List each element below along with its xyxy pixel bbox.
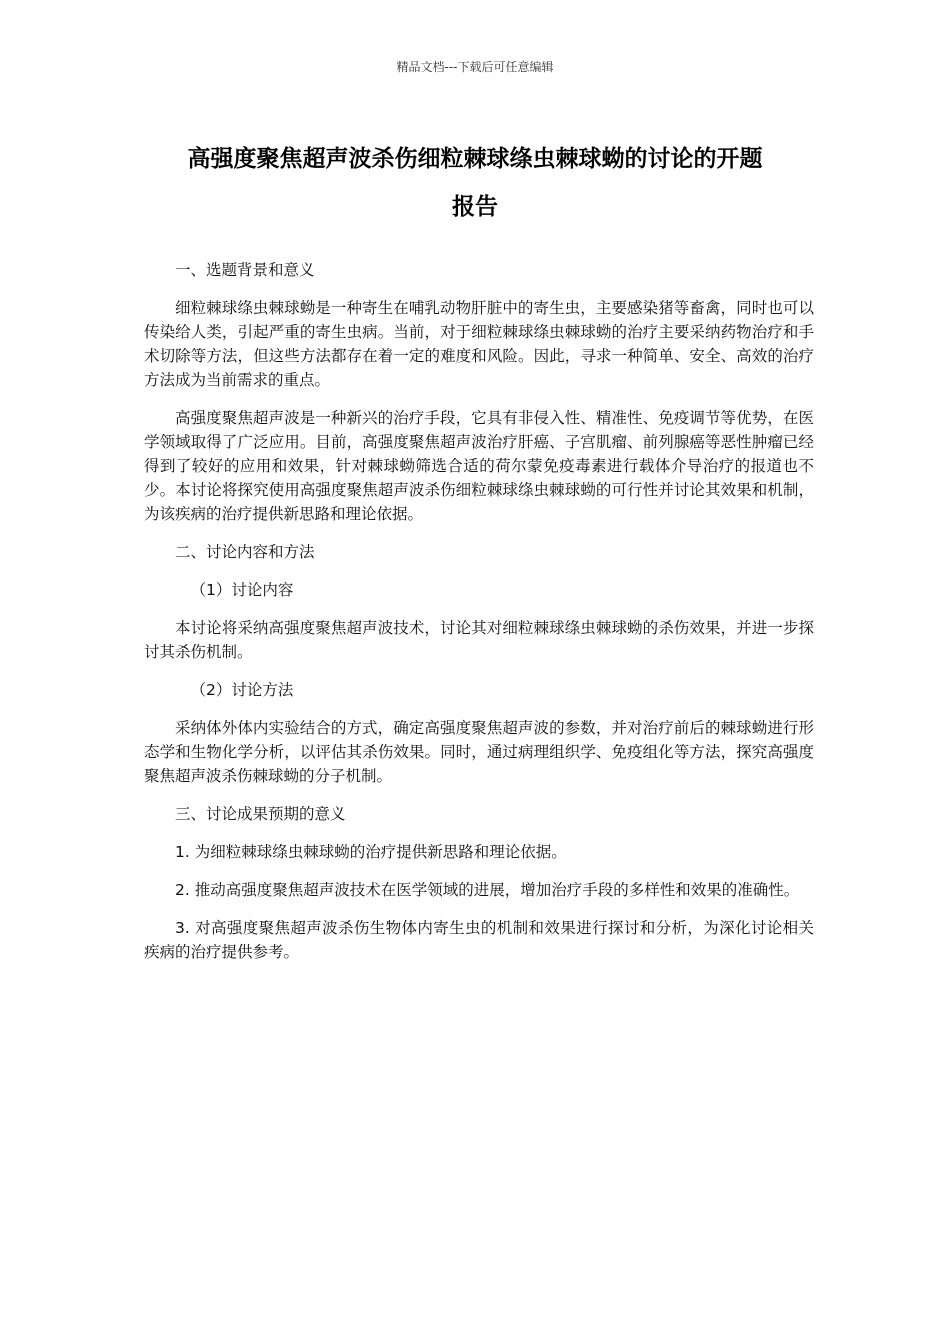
- section-2-sub-1-heading: （1）讨论内容: [190, 581, 294, 599]
- section-3-heading: 三、讨论成果预期的意义: [175, 805, 346, 823]
- section-2-sub-1-paragraph: 本讨论将采纳高强度聚焦超声波技术，讨论其对细粒棘球绦虫棘球蚴的杀伤效果，并进一步探讨其杀伤机制。: [144, 619, 814, 661]
- section-2-sub-2-paragraph: 采纳体外体内实验结合的方式，确定高强度聚焦超声波的参数，并对治疗前后的棘球蚴进行形态学和生物化学分析，以评估其杀伤效果。同时，通过病理组织学、免疫组化等方法，探究高强度聚焦超声波杀伤棘球蚴的分子机制。: [144, 719, 814, 785]
- section-2-sub-2-heading: （2）讨论方法: [190, 681, 294, 699]
- section-2-heading: 二、讨论内容和方法: [175, 543, 315, 561]
- document-body: [144, 258, 814, 978]
- document-title: [130, 135, 820, 231]
- section-3-item-2: 2. 推动高强度聚焦超声波技术在医学领域的进展，增加治疗手段的多样性和效果的准确性。: [175, 881, 800, 899]
- section-3-item-1: 1. 为细粒棘球绦虫棘球蚴的治疗提供新思路和理论依据。: [175, 843, 567, 861]
- section-1-paragraph-2: 高强度聚焦超声波是一种新兴的治疗手段，它具有非侵入性、精准性、免疫调节等优势，在医学领域取得了广泛应用。目前，高强度聚焦超声波治疗肝癌、子宫肌瘤、前列腺癌等恶性肿瘤已经得到了较好的应用和效果，针对棘球蚴筛选合适的荷尔蒙免疫毒素进行载体介导治疗的报道也不少。本讨论将探究使用高强度聚焦超声波杀伤细粒棘球绦虫棘球蚴的可行性并讨论其效果和机制，为该疾病的治疗提供新思路和理论依据。: [144, 409, 814, 523]
- section-3-item-3: 3. 对高强度聚焦超声波杀伤生物体内寄生虫的机制和效果进行探讨和分析，为深化讨论相关疾病的治疗提供参考。: [144, 919, 814, 961]
- section-1-paragraph-1: 细粒棘球绦虫棘球蚴是一种寄生在哺乳动物肝脏中的寄生虫，主要感染猪等畜禽，同时也可以传染给人类，引起严重的寄生虫病。当前，对于细粒棘球绦虫棘球蚴的治疗主要采纳药物治疗和手术切除等方法，但这些方法都存在着一定的难度和风险。因此，寻求一种简单、安全、高效的治疗方法成为当前需求的重点。: [144, 299, 814, 389]
- title-line-2: 报告: [452, 194, 498, 220]
- title-line-1: 高强度聚焦超声波杀伤细粒棘球绦虫棘球蚴的讨论的开题: [187, 146, 763, 172]
- header-note: 精品文档---下载后可任意编辑: [396, 60, 554, 74]
- section-1-heading: 一、选题背景和意义: [175, 261, 315, 279]
